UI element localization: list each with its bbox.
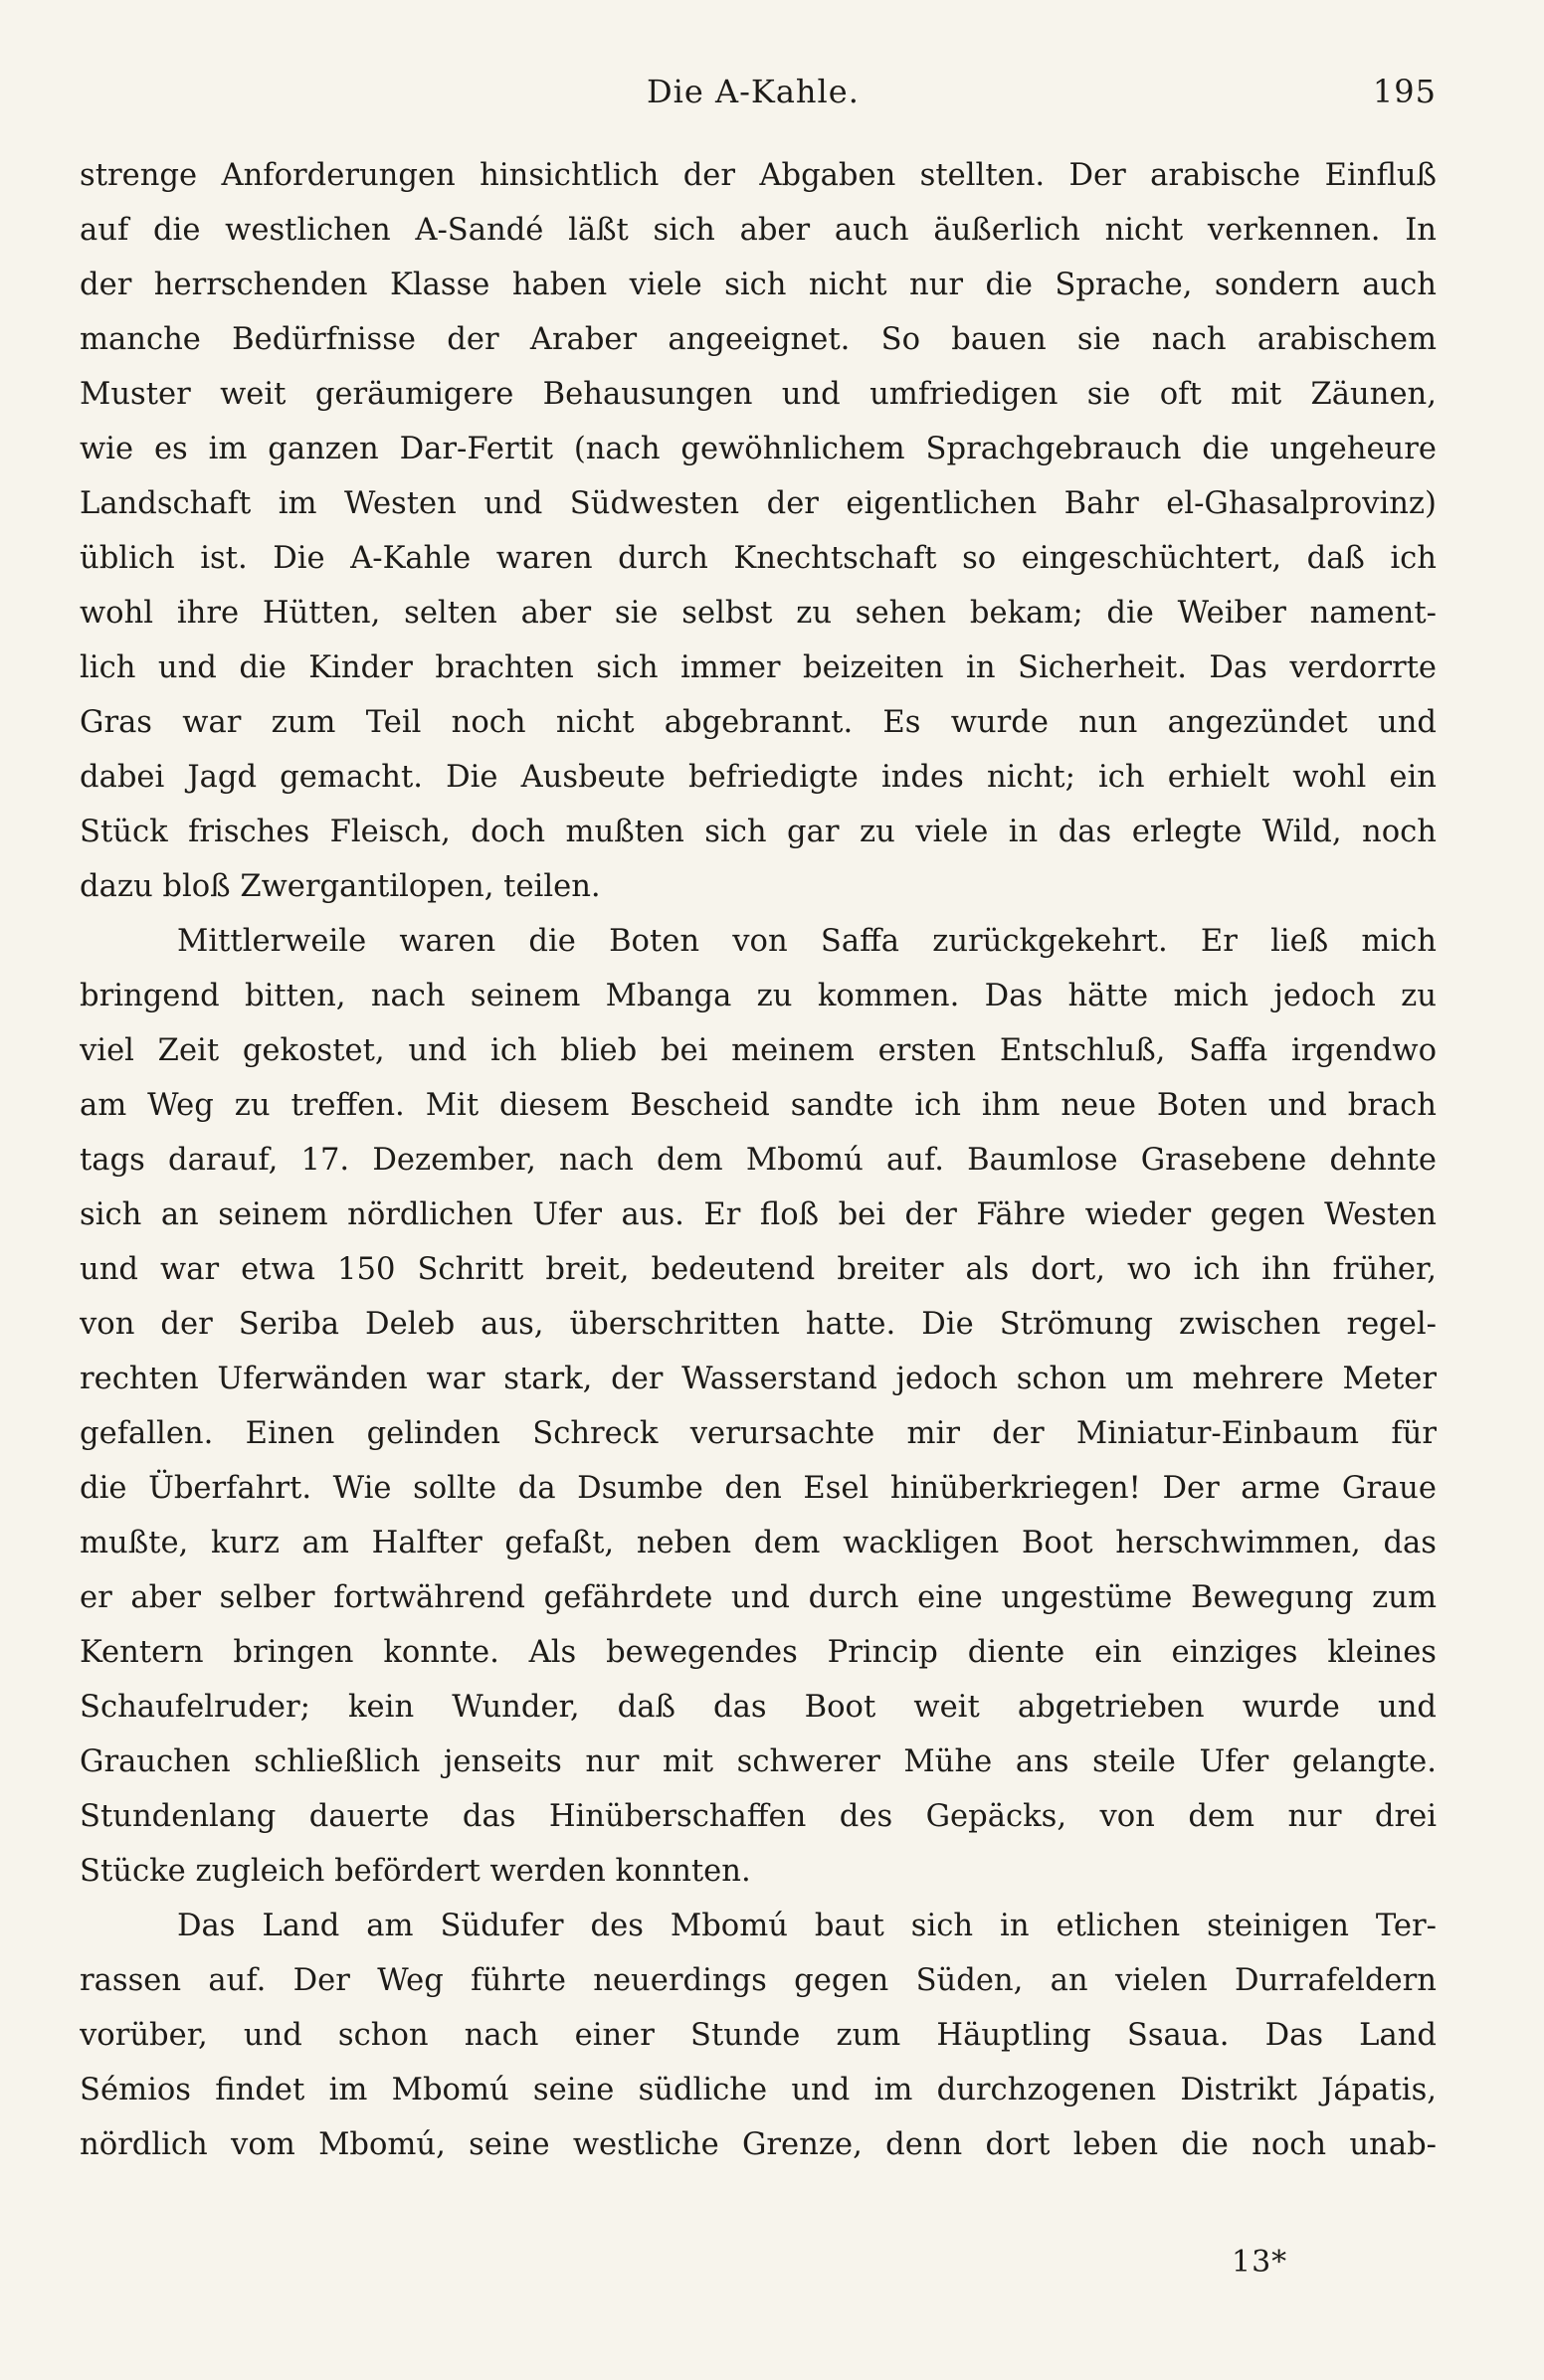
- printer-signature: 13*: [1232, 2245, 1288, 2280]
- text-line-10: lich und die Kinder brachten sich immer beizeiten in Sicherheit. Das verdorrte: [80, 650, 1437, 685]
- text-line-35: vorüber, und schon nach einer Stunde zum Häuptling Ssaua. Das Land: [80, 2018, 1437, 2053]
- text-line-27: er aber selber fortwährend gefährdete und durch eine ungestüme Bewegung zum: [80, 1580, 1437, 1615]
- text-line-14: dazu bloß Zwergantilopen, teilen.: [80, 869, 601, 904]
- text-line-34: rassen auf. Der Weg führte neuerdings gegen Süden, an vielen Durrafeldern: [80, 1963, 1437, 1998]
- text-line-19: tags darauf, 17. Dezember, nach dem Mbomú auf. Baumlose Grasebene dehnte: [80, 1143, 1437, 1178]
- text-line-26: mußte, kurz am Halfter gefaßt, neben dem wackligen Boot herschwimmen, das: [80, 1526, 1437, 1560]
- text-line-28: Kentern bringen konnte. Als bewegendes Princip diente ein einziges kleines: [80, 1635, 1437, 1670]
- text-line-13: Stück frisches Fleisch, doch mußten sich gar zu viele in das erlegte Wild, noch: [80, 815, 1437, 849]
- book-page: [80, 0, 1437, 2380]
- text-line-4: manche Bedürfnisse der Araber angeeignet. So bauen sie nach arabischem: [80, 322, 1437, 357]
- text-line-31: Stundenlang dauerte das Hinüberschaffen des Gepäcks, von dem nur drei: [80, 1799, 1437, 1834]
- text-line-24: gefallen. Einen gelinden Schreck verursachte mir der Miniatur-Einbaum für: [80, 1416, 1437, 1451]
- text-line-8: üblich ist. Die A-Kahle waren durch Knechtschaft so eingeschüchtert, daß ich: [80, 541, 1437, 576]
- text-line-7: Landschaft im Westen und Südwesten der eigentlichen Bahr el-Ghasalprovinz): [80, 486, 1437, 521]
- text-line-18: am Weg zu treffen. Mit diesem Bescheid sandte ich ihm neue Boten und brach: [80, 1088, 1437, 1123]
- text-line-37: nördlich vom Mbomú, seine westliche Grenze, denn dort leben die noch unab-: [80, 2127, 1437, 2162]
- text-line-2: auf die westlichen A-Sandé läßt sich aber auch äußerlich nicht verkennen. In: [80, 213, 1437, 248]
- running-head: [80, 62, 1437, 121]
- text-line-17: viel Zeit gekostet, und ich blieb bei meinem ersten Entschluß, Saffa irgendwo: [80, 1033, 1437, 1068]
- text-line-30: Grauchen schließlich jenseits nur mit schwerer Mühe ans steile Ufer gelangte.: [80, 1744, 1437, 1779]
- text-line-29: Schaufelruder; kein Wunder, daß das Boot weit abgetrieben wurde und: [80, 1690, 1437, 1725]
- text-line-1: strenge Anforderungen hinsichtlich der Abgaben stellten. Der arabische Einfluß: [80, 158, 1437, 193]
- text-line-12: dabei Jagd gemacht. Die Ausbeute befriedigte indes nicht; ich erhielt wohl ein: [80, 760, 1437, 795]
- text-line-32: Stücke zugleich befördert werden konnten.: [80, 1854, 751, 1889]
- text-line-20: sich an seinem nördlichen Ufer aus. Er floß bei der Fähre wieder gegen Westen: [80, 1197, 1437, 1232]
- text-line-11: Gras war zum Teil noch nicht abgebrannt. Es wurde nun angezündet und: [80, 705, 1437, 740]
- running-title: Die A-Kahle.: [647, 73, 860, 110]
- text-line-33: Das Land am Südufer des Mbomú baut sich in etlichen steinigen Ter-: [177, 1909, 1437, 1943]
- text-line-5: Muster weit geräumigere Behausungen und umfriedigen sie oft mit Zäunen,: [80, 377, 1437, 412]
- text-line-15: Mittlerweile waren die Boten von Saffa zurückgekehrt. Er ließ mich: [177, 924, 1437, 959]
- text-line-16: bringend bitten, nach seinem Mbanga zu kommen. Das hätte mich jedoch zu: [80, 979, 1437, 1013]
- text-line-25: die Überfahrt. Wie sollte da Dsumbe den Esel hinüberkriegen! Der arme Graue: [80, 1471, 1437, 1506]
- text-line-21: und war etwa 150 Schritt breit, bedeutend breiter als dort, wo ich ihn früher,: [80, 1252, 1437, 1287]
- text-line-9: wohl ihre Hütten, selten aber sie selbst zu sehen bekam; die Weiber nament-: [80, 596, 1437, 631]
- text-line-36: Sémios findet im Mbomú seine südliche und im durchzogenen Distrikt Jápatis,: [80, 2073, 1437, 2107]
- text-line-3: der herrschenden Klasse haben viele sich nicht nur die Sprache, sondern auch: [80, 268, 1437, 302]
- text-line-22: von der Seriba Deleb aus, überschritten hatte. Die Strömung zwischen regel-: [80, 1307, 1437, 1342]
- page-number: 195: [1372, 73, 1437, 110]
- text-line-23: rechten Uferwänden war stark, der Wasserstand jedoch schon um mehrere Meter: [80, 1362, 1437, 1396]
- text-line-6: wie es im ganzen Dar-Fertit (nach gewöhnlichem Sprachgebrauch die ungeheure: [80, 432, 1437, 466]
